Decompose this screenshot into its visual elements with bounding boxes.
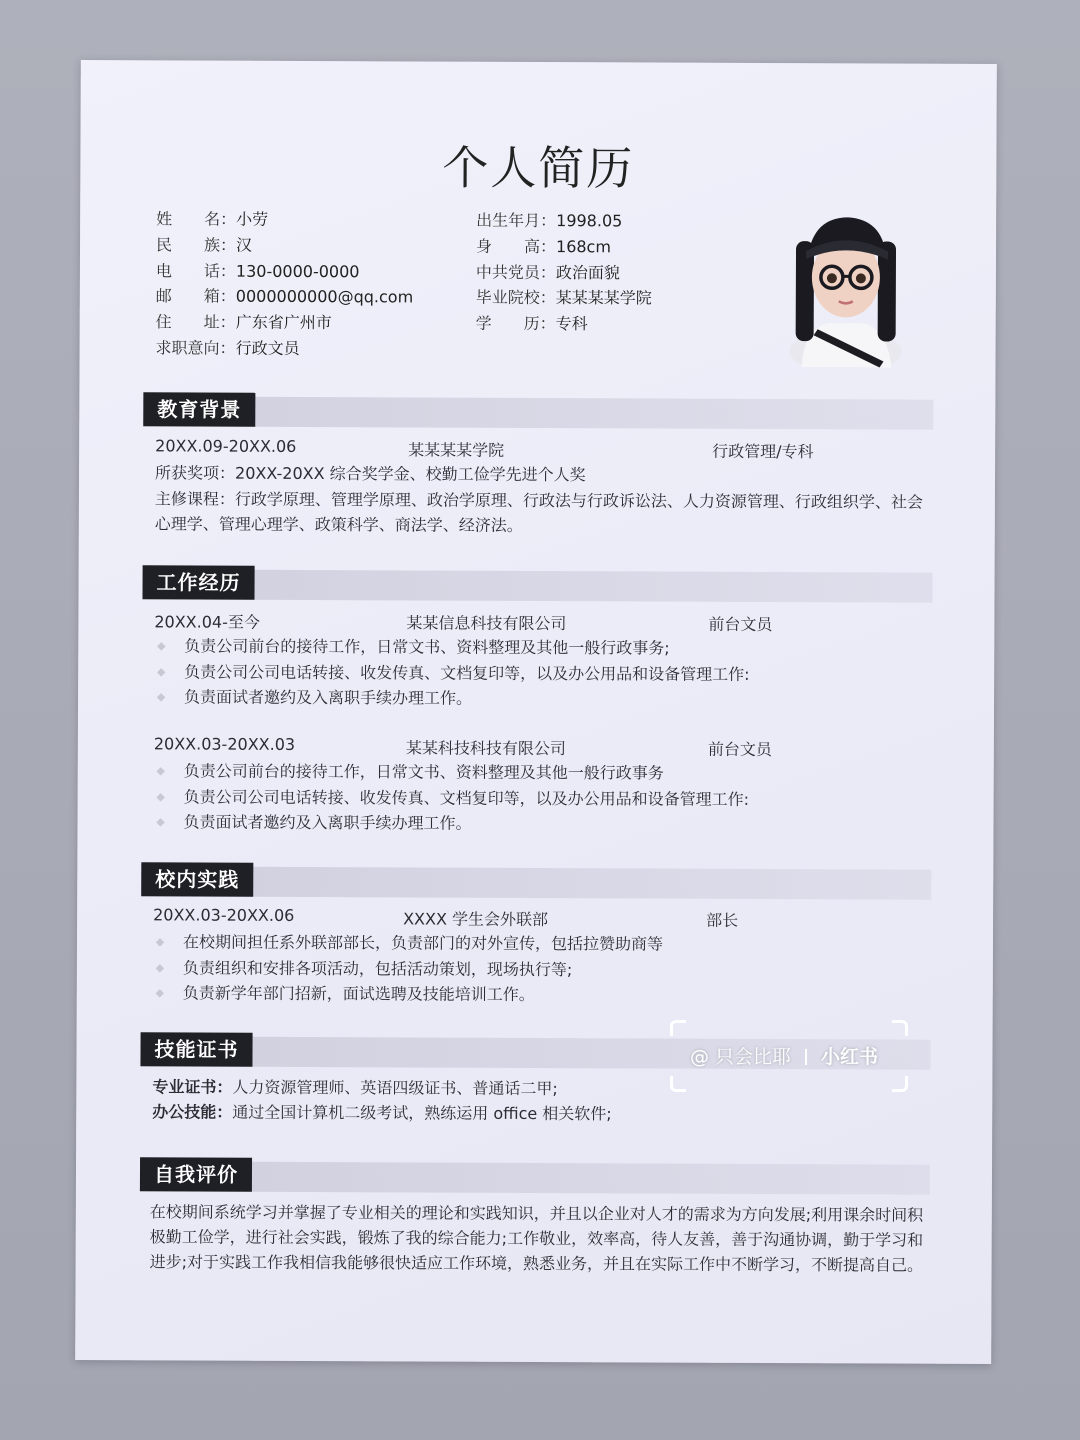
section-bar <box>142 569 932 602</box>
job-duties <box>154 633 854 713</box>
watermark-separator <box>805 1049 807 1065</box>
info-row-height: 身 高： 168cm <box>475 236 612 257</box>
section-bar <box>141 866 931 899</box>
campus-row <box>153 905 913 932</box>
info-row-objective: 求职意向： 行政文员 <box>155 338 300 358</box>
skill-office-value: 通过全国计算机二级考试，熟练运用 office 相关软件; <box>232 1102 612 1124</box>
info-row-email: 邮 箱： 0000000000@qq.com <box>155 286 414 307</box>
education-period: 20XX.09-20XX.06 <box>155 436 297 456</box>
list-item: 负责面试者邀约及入离职手续办理工作。 <box>154 684 854 713</box>
job-position: 前台文员 <box>707 739 772 760</box>
info-row-ethnicity: 民 族： 汉 <box>155 235 253 255</box>
job-position: 前台文员 <box>708 614 773 635</box>
skill-office-row <box>152 1099 922 1127</box>
info-row-birth: 出生年月： 1998.05 <box>476 210 623 231</box>
skill-cert-value: 人力资源管理师、英语四级证书、普通话二甲; <box>232 1077 558 1099</box>
campus-org: XXXX 学生会外联部 <box>403 909 549 930</box>
job-period: 20XX.03-20XX.03 <box>153 734 296 754</box>
list-item: 负责新学年部门招新，面试选聘及技能培训工作。 <box>153 980 853 1009</box>
section-title-campus: 校内实践 <box>141 862 253 896</box>
list-item: 负责公司公司电话转接、收发传真、文档复印等，以及办公用品和设备管理工作: <box>154 659 854 688</box>
education-courses: 主修课程：行政学原理、管理学原理、政治学原理、行政法与行政诉讼法、人力资源管理、行政组织学、社会心理学、管理心理学、政策科学、商法学、经济法。 <box>154 489 923 535</box>
job-row <box>154 609 914 636</box>
self-evaluation: 在校期间系统学习并掌握了专业相关的理论和实践知识，并且以企业对人才的需求为方向发展;利用课余时间积极勤工俭学，进行社会实践，锻炼了我的综合能力;工作敬业，效率高，待人友善，善于沟通协调，勤于学习和进步;对于实践工作我相信我能够很快适应工作环境，熟悉业务，并且在实际工作中不断学习，不断提高自己。 <box>149 1202 924 1275</box>
job-company: 某某科技科技有限公司 <box>405 738 566 759</box>
education-major: 行政管理/专科 <box>712 441 814 462</box>
avatar <box>788 211 905 368</box>
job-company: 某某信息科技有限公司 <box>406 613 567 634</box>
skill-office-label: 办公技能： <box>152 1102 233 1122</box>
skill-cert-label: 专业证书： <box>152 1077 233 1097</box>
section-title-self: 自我评价 <box>140 1157 252 1191</box>
list-item: 负责公司前台的接待工作，日常文书、资料整理及其他一般行政事务 <box>154 758 854 787</box>
info-row-school: 毕业院校： 某某某某学院 <box>475 288 652 308</box>
section-title-skills: 技能证书 <box>140 1032 252 1066</box>
section-bar <box>140 1161 930 1194</box>
education-awards: 所获奖项：20XX-20XX 综合奖学金、校勤工俭学先进个人奖 <box>154 463 586 485</box>
section-title-education: 教育背景 <box>143 392 255 426</box>
list-item: 负责面试者邀约及入离职手续办理工作。 <box>153 809 853 838</box>
job-duties <box>153 758 853 838</box>
list-item: 负责公司前台的接待工作，日常文书、资料整理及其他一般行政事务; <box>154 633 854 662</box>
job-row <box>154 734 914 761</box>
info-row-address: 住 址： 广东省广州市 <box>155 312 332 333</box>
resume-paper <box>75 60 997 1364</box>
list-item: 负责公司公司电话转接、收发传真、文档复印等，以及办公用品和设备管理工作: <box>154 784 854 813</box>
watermark-brand: 小红书 <box>821 1046 879 1068</box>
job-period: 20XX.04-至今 <box>154 612 260 632</box>
info-row-name: 姓 名： 小劳 <box>156 209 269 229</box>
section-work <box>142 565 932 602</box>
watermark-corner <box>670 1020 686 1036</box>
info-row-political: 中共党员： 政治面貌 <box>475 262 620 282</box>
personal-info-left <box>156 206 487 362</box>
campus-duties <box>153 929 853 1009</box>
watermark-corner <box>892 1020 908 1036</box>
watermark-text <box>690 1042 878 1069</box>
personal-info-right <box>476 208 737 338</box>
section-bar <box>143 396 933 429</box>
watermark-corner <box>892 1076 908 1092</box>
info-row-phone: 电 话： 130-0000-0000 <box>155 260 360 281</box>
watermark-user: @ 只会比耶 <box>690 1046 792 1068</box>
campus-period: 20XX.03-20XX.06 <box>153 905 295 925</box>
watermark-corner <box>670 1076 686 1092</box>
campus-role: 部长 <box>706 910 739 930</box>
section-title-work: 工作经历 <box>142 565 254 599</box>
info-row-degree: 学 历： 专科 <box>475 313 588 334</box>
list-item: 负责组织和安排各项活动，包括活动策划，现场执行等; <box>153 955 853 984</box>
section-education <box>143 392 933 429</box>
page-title: 个人简历 <box>442 140 635 196</box>
section-campus <box>141 862 931 899</box>
education-school: 某某某某学院 <box>408 440 505 460</box>
education-row <box>155 436 915 463</box>
section-self <box>140 1157 930 1194</box>
list-item: 在校期间担任系外联部部长，负责部门的对外宣传，包括拉赞助商等 <box>153 929 853 958</box>
watermark <box>670 1020 908 1092</box>
